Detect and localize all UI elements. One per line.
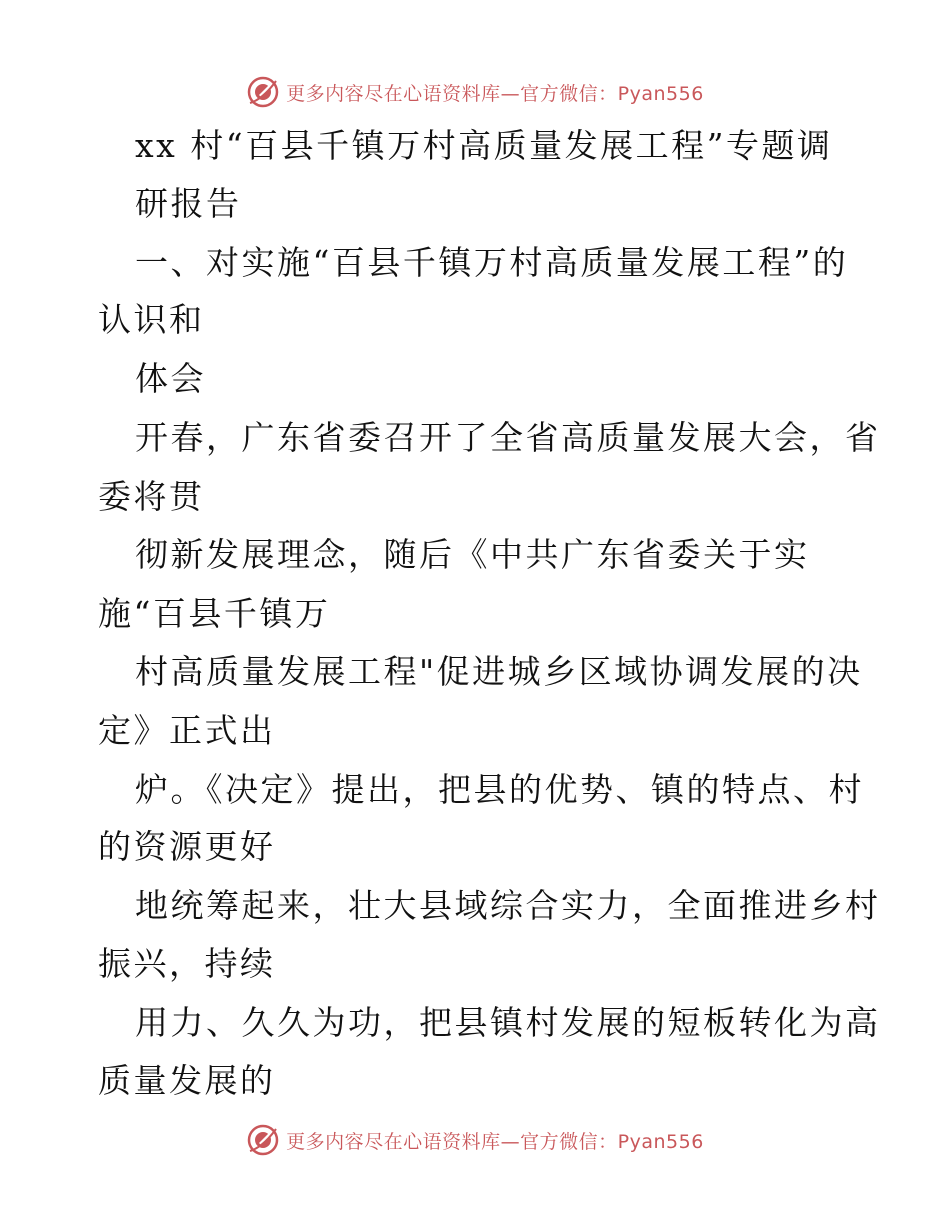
text-line: 的资源更好 <box>98 827 276 866</box>
watermark-banner-bottom <box>0 1120 950 1160</box>
text-line: 施“百县千镇万 <box>98 594 331 633</box>
text-line: 体会 <box>135 359 206 398</box>
text-line: xx 村“百县千镇万村高质量发展工程”专题调 <box>135 126 833 165</box>
watermark-logo-icon <box>246 1123 280 1157</box>
text-line: 委将贯 <box>98 477 205 516</box>
text-line: 研报告 <box>135 184 242 223</box>
text-line: 地统筹起来，壮大县域综合实力，全面推进乡村 <box>135 886 881 925</box>
text-line: 村高质量发展工程"促进城乡区域协调发展的决 <box>135 652 863 691</box>
watermark-logo-icon <box>246 75 280 109</box>
text-line: 用力、久久为功，把县镇村发展的短板转化为高 <box>135 1003 881 1042</box>
text-line: 振兴，持续 <box>98 944 276 983</box>
text-line: 彻新发展理念，随后《中共广东省委关于实 <box>135 535 810 574</box>
text-line: 炉。《决定》提出，把县的优势、镇的特点、村 <box>135 770 864 809</box>
text-line: 定》正式出 <box>98 711 276 750</box>
text-line: 开春，广东省委召开了全省高质量发展大会，省 <box>135 418 881 457</box>
text-line: 质量发展的 <box>98 1061 276 1100</box>
text-line: 一、对实施“百县千镇万村高质量发展工程”的 <box>135 243 849 282</box>
watermark-text: 更多内容尽在心语资料库—官方微信：Pyan556 <box>286 1130 704 1153</box>
watermark-text: 更多内容尽在心语资料库—官方微信：Pyan556 <box>286 82 704 105</box>
text-line: 认识和 <box>98 300 205 339</box>
watermark-banner-top <box>0 72 950 112</box>
